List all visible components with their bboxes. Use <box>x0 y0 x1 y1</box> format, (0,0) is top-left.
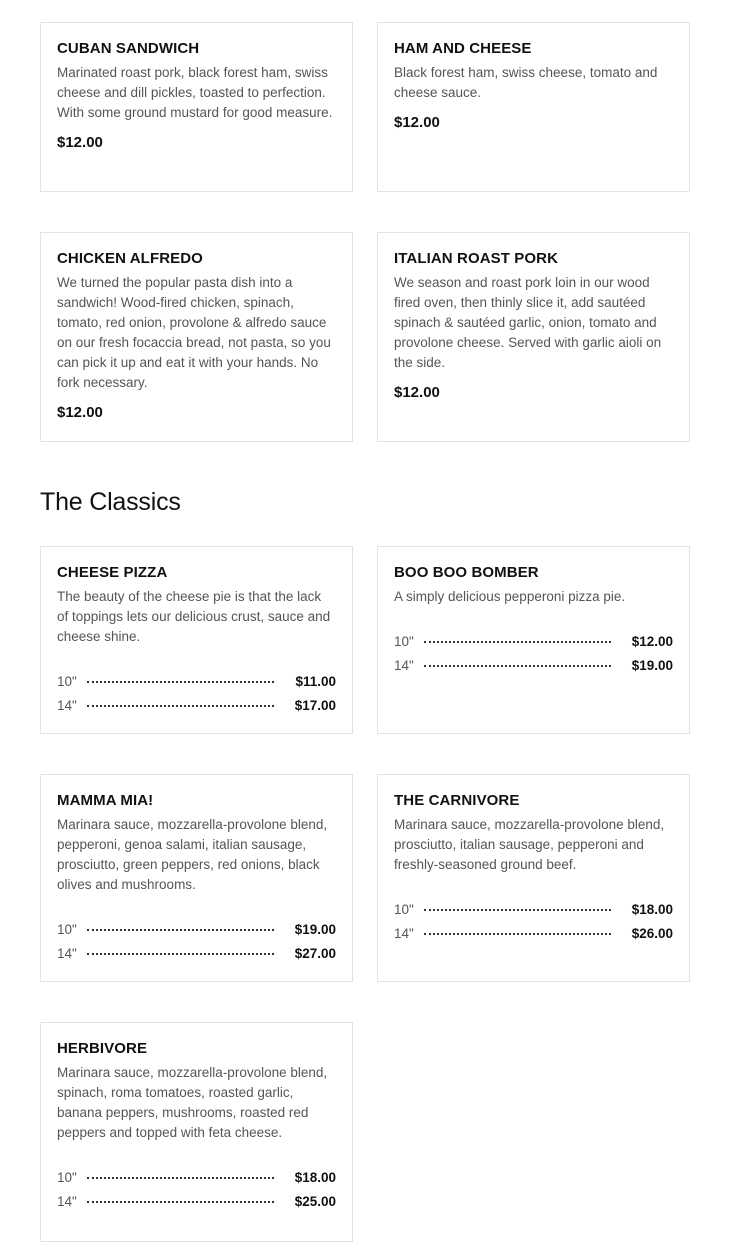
dotted-leader <box>87 929 274 931</box>
menu-item-card <box>40 546 353 734</box>
menu-item-description: The beauty of the cheese pie is that the lack of toppings lets our delicious crust, sauce and cheese shine. <box>57 589 331 644</box>
menu-item-price: $12.00 <box>394 114 440 131</box>
size-price-list <box>57 669 336 717</box>
menu-item-card <box>40 774 353 982</box>
size-label: 10" <box>394 633 414 649</box>
size-label: 14" <box>57 1193 77 1209</box>
menu-item-description: Marinara sauce, mozzarella-provolone blend, spinach, roma tomatoes, roasted garlic, banana peppers, mushrooms, roasted red peppers and topped with feta cheese. <box>57 1065 328 1140</box>
size-row <box>57 917 336 941</box>
menu-item-description: We season and roast pork loin in our wood fired oven, then thinly slice it, add sautéed spinach & sautéed garlic, onion, tomato and provolone cheese. Served with garlic aioli on the side. <box>394 275 662 370</box>
menu-item-description: Marinated roast pork, black forest ham, swiss cheese and dill pickles, toasted to perfection. With some ground mustard for good measure. <box>57 65 333 120</box>
size-price-list <box>394 897 673 945</box>
menu-item-card <box>377 546 690 734</box>
menu-item-description: Marinara sauce, mozzarella-provolone blend, prosciutto, italian sausage, pepperoni and freshly-seasoned ground beef. <box>394 817 665 872</box>
dotted-leader <box>87 953 274 955</box>
size-label: 10" <box>57 921 77 937</box>
menu-item-description: A simply delicious pepperoni pizza pie. <box>394 589 626 604</box>
menu-item-card <box>40 22 353 192</box>
menu-item-name: CHICKEN ALFREDO <box>57 250 203 267</box>
menu-item-name: ITALIAN ROAST PORK <box>394 250 559 267</box>
menu-item-price: $12.00 <box>57 134 103 151</box>
size-label: 14" <box>394 657 414 673</box>
menu-item-card <box>377 232 690 442</box>
dotted-leader <box>87 705 274 707</box>
size-price: $12.00 <box>631 633 673 649</box>
section-title: The Classics <box>40 488 181 516</box>
size-row <box>394 629 673 653</box>
menu-item-description: We turned the popular pasta dish into a sandwich! Wood-fired chicken, spinach, tomato, red onion, provolone & alfredo sauce on our fresh focaccia bread, not pasta, so you can pick it up and eat it with your hands. No fork necessary. <box>57 275 331 390</box>
menu-item-card <box>377 22 690 192</box>
menu-item-price: $12.00 <box>394 384 440 401</box>
size-label: 14" <box>394 925 414 941</box>
size-price-list <box>57 1165 336 1213</box>
size-price: $18.00 <box>294 1169 336 1185</box>
menu-item-description: Marinara sauce, mozzarella-provolone blend, pepperoni, genoa salami, italian sausage, prosciutto, green peppers, red onions, black olives and mushrooms. <box>57 817 328 892</box>
menu-item-price: $12.00 <box>57 404 103 421</box>
menu-item-name: MAMMA MIA! <box>57 792 154 809</box>
size-label: 14" <box>57 697 77 713</box>
menu-item-name: CUBAN SANDWICH <box>57 40 200 57</box>
dotted-leader <box>424 933 611 935</box>
dotted-leader <box>87 681 274 683</box>
menu-item-card <box>40 232 353 442</box>
size-row <box>394 897 673 921</box>
size-row <box>57 693 336 717</box>
dotted-leader <box>424 641 611 643</box>
menu-item-name: BOO BOO BOMBER <box>394 564 539 581</box>
size-price: $25.00 <box>294 1193 336 1209</box>
size-row <box>57 941 336 965</box>
size-price: $26.00 <box>631 925 673 941</box>
size-price-list <box>57 917 336 965</box>
menu-item-name: CHEESE PIZZA <box>57 564 168 581</box>
size-price: $19.00 <box>294 921 336 937</box>
size-label: 10" <box>57 1169 77 1185</box>
menu-item-card <box>377 774 690 982</box>
size-row <box>57 1189 336 1213</box>
menu-item-description: Black forest ham, swiss cheese, tomato and cheese sauce. <box>394 65 658 100</box>
size-label: 14" <box>57 945 77 961</box>
dotted-leader <box>87 1177 274 1179</box>
size-row <box>57 669 336 693</box>
size-row <box>394 653 673 677</box>
menu-item-name: THE CARNIVORE <box>394 792 520 809</box>
size-row <box>57 1165 336 1189</box>
dotted-leader <box>424 665 611 667</box>
size-label: 10" <box>57 673 77 689</box>
size-label: 10" <box>394 901 414 917</box>
size-row <box>394 921 673 945</box>
dotted-leader <box>87 1201 274 1203</box>
size-price: $11.00 <box>295 673 336 689</box>
size-price: $27.00 <box>294 945 336 961</box>
menu-item-name: HAM AND CHEESE <box>394 40 532 57</box>
dotted-leader <box>424 909 611 911</box>
size-price-list <box>394 629 673 677</box>
menu-item-name: HERBIVORE <box>57 1040 148 1057</box>
menu-item-card <box>40 1022 353 1242</box>
size-price: $19.00 <box>631 657 673 673</box>
size-price: $18.00 <box>631 901 673 917</box>
size-price: $17.00 <box>294 697 336 713</box>
